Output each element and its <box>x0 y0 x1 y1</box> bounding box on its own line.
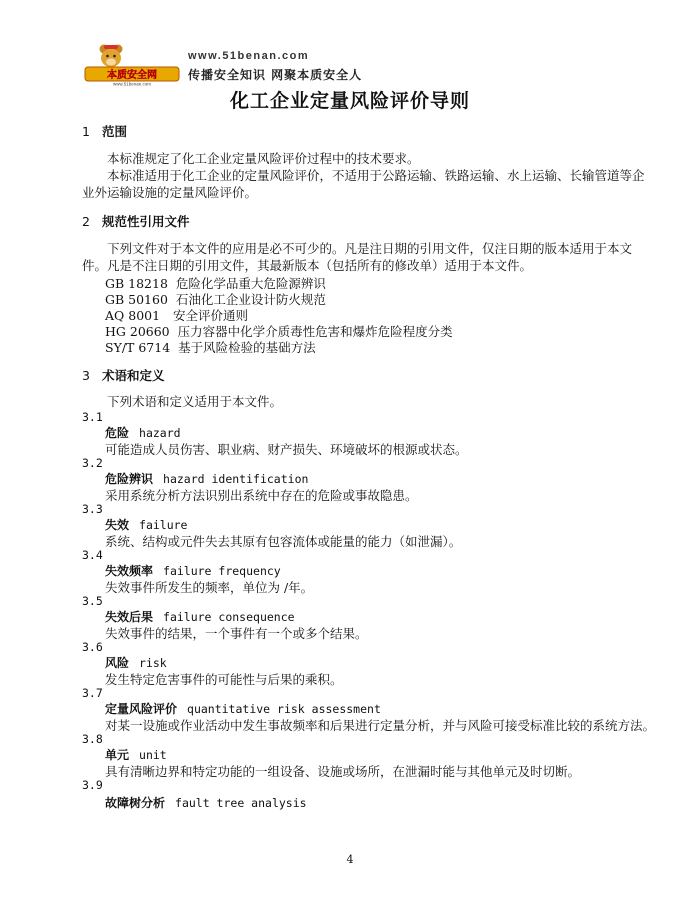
term-definition: 采用系统分析方法识别出系统中存在的危险或事故隐患。 <box>105 488 418 503</box>
paragraph: 下列文件对于本文件的应用是必不可少的。凡是注日期的引用文件，仅注日期的版本适用于本文件。凡是不注日期的引用文件，其最新版本（包括所有的修改单）适用于本文件。 <box>82 241 633 273</box>
term-number: 3.8 <box>82 732 103 746</box>
paragraph: 本标准规定了化工企业定量风险评价过程中的技术要求。 <box>107 151 420 166</box>
section-1-heading <box>82 122 127 140</box>
term-number: 3.9 <box>82 778 103 792</box>
reference-name: 危险化学品重大危险源辨识 <box>175 276 326 291</box>
term-definition: 对某一设施或作业活动中发生事故频率和后果进行定量分析，并与风险可接受标准比较的系统方法。 <box>105 718 656 733</box>
reference-item <box>105 338 316 356</box>
term-definition: 可能造成人员伤害、职业病、财产损失、环境破坏的根源或状态。 <box>105 442 468 457</box>
term-en: quantitative risk assessment <box>187 702 381 716</box>
term-zh: 失效 <box>105 518 130 532</box>
section-number: 1 <box>82 124 90 139</box>
section-number: 2 <box>82 214 90 229</box>
term-en: unit <box>139 748 167 762</box>
term-en: fault tree analysis <box>175 796 307 810</box>
term-number: 3.7 <box>82 686 103 700</box>
term-title <box>105 608 295 625</box>
term-number: 3.6 <box>82 640 103 654</box>
reference-name: 基于风险检验的基础方法 <box>178 340 316 355</box>
term-title <box>105 746 167 763</box>
term-zh: 风险 <box>105 656 130 670</box>
site-url[interactable]: www.51benan.com <box>188 50 310 62</box>
reference-code: HG 20660 <box>105 324 170 339</box>
term-zh: 单元 <box>105 748 130 762</box>
section-3-heading <box>82 366 165 384</box>
paragraph: 下列术语和定义适用于本文件。 <box>107 394 283 409</box>
reference-code: GB 50160 <box>105 292 168 307</box>
site-header <box>82 36 642 92</box>
section-2-heading <box>82 212 190 230</box>
section-title: 范围 <box>102 124 128 139</box>
term-definition: 具有清晰边界和特定功能的一组设备、设施或场所，在泄漏时能与其他单元及时切断。 <box>105 764 581 779</box>
term-number: 3.3 <box>82 502 103 516</box>
logo-text: 本质安全网 <box>107 70 157 81</box>
section-number: 3 <box>82 368 90 383</box>
term-title <box>105 700 381 717</box>
reference-name: 压力容器中化学介质毒性危害和爆炸危险程度分类 <box>177 324 453 339</box>
term-zh: 失效后果 <box>105 610 154 624</box>
term-zh: 故障树分析 <box>105 796 166 810</box>
term-title <box>105 654 167 671</box>
page-number: 4 <box>346 853 354 866</box>
term-definition: 失效事件所发生的频率，单位为 /年。 <box>105 580 314 595</box>
term-title <box>105 470 308 487</box>
term-title <box>105 562 281 579</box>
logo-sub: www.51benan.com <box>112 81 152 86</box>
term-en: hazard identification <box>163 472 309 486</box>
document-title: 化工企业定量风险评价导则 <box>229 90 470 112</box>
term-en: hazard <box>139 426 181 440</box>
term-en: risk <box>139 656 167 670</box>
term-number: 3.1 <box>82 410 103 424</box>
reference-name: 安全评价通则 <box>172 308 248 323</box>
reference-code: SY/T 6714 <box>105 340 171 355</box>
site-slogan: 传播安全知识 网聚本质安全人 <box>188 68 363 82</box>
site-logo[interactable] <box>82 36 182 86</box>
section-title: 规范性引用文件 <box>102 214 190 229</box>
term-title <box>105 794 307 811</box>
term-zh: 定量风险评价 <box>105 702 178 716</box>
term-en: failure <box>139 518 188 532</box>
term-en: failure consequence <box>163 610 295 624</box>
paragraph: 本标准适用于化工企业的定量风险评价，不适用于公路运输、铁路运输、水上运输、长输管道等企业外运输设施的定量风险评价。 <box>82 168 645 200</box>
term-zh: 危险辨识 <box>105 472 154 486</box>
term-zh: 危险 <box>105 426 130 440</box>
term-number: 3.5 <box>82 594 103 608</box>
term-definition: 系统、结构或元件失去其原有包容流体或能量的能力（如泄漏）。 <box>105 534 462 549</box>
section-title: 术语和定义 <box>102 368 165 383</box>
term-title <box>105 516 187 533</box>
term-zh: 失效频率 <box>105 564 154 578</box>
term-definition: 失效事件的结果，一个事件有一个或多个结果。 <box>105 626 368 641</box>
reference-code: AQ 8001 <box>105 308 161 323</box>
term-en: failure frequency <box>163 564 281 578</box>
term-title <box>105 424 181 441</box>
term-number: 3.2 <box>82 456 103 470</box>
reference-code: GB 18218 <box>105 276 168 291</box>
term-definition: 发生特定危害事件的可能性与后果的乘积。 <box>105 672 343 687</box>
term-number: 3.4 <box>82 548 103 562</box>
reference-name: 石油化工企业设计防火规范 <box>175 292 326 307</box>
